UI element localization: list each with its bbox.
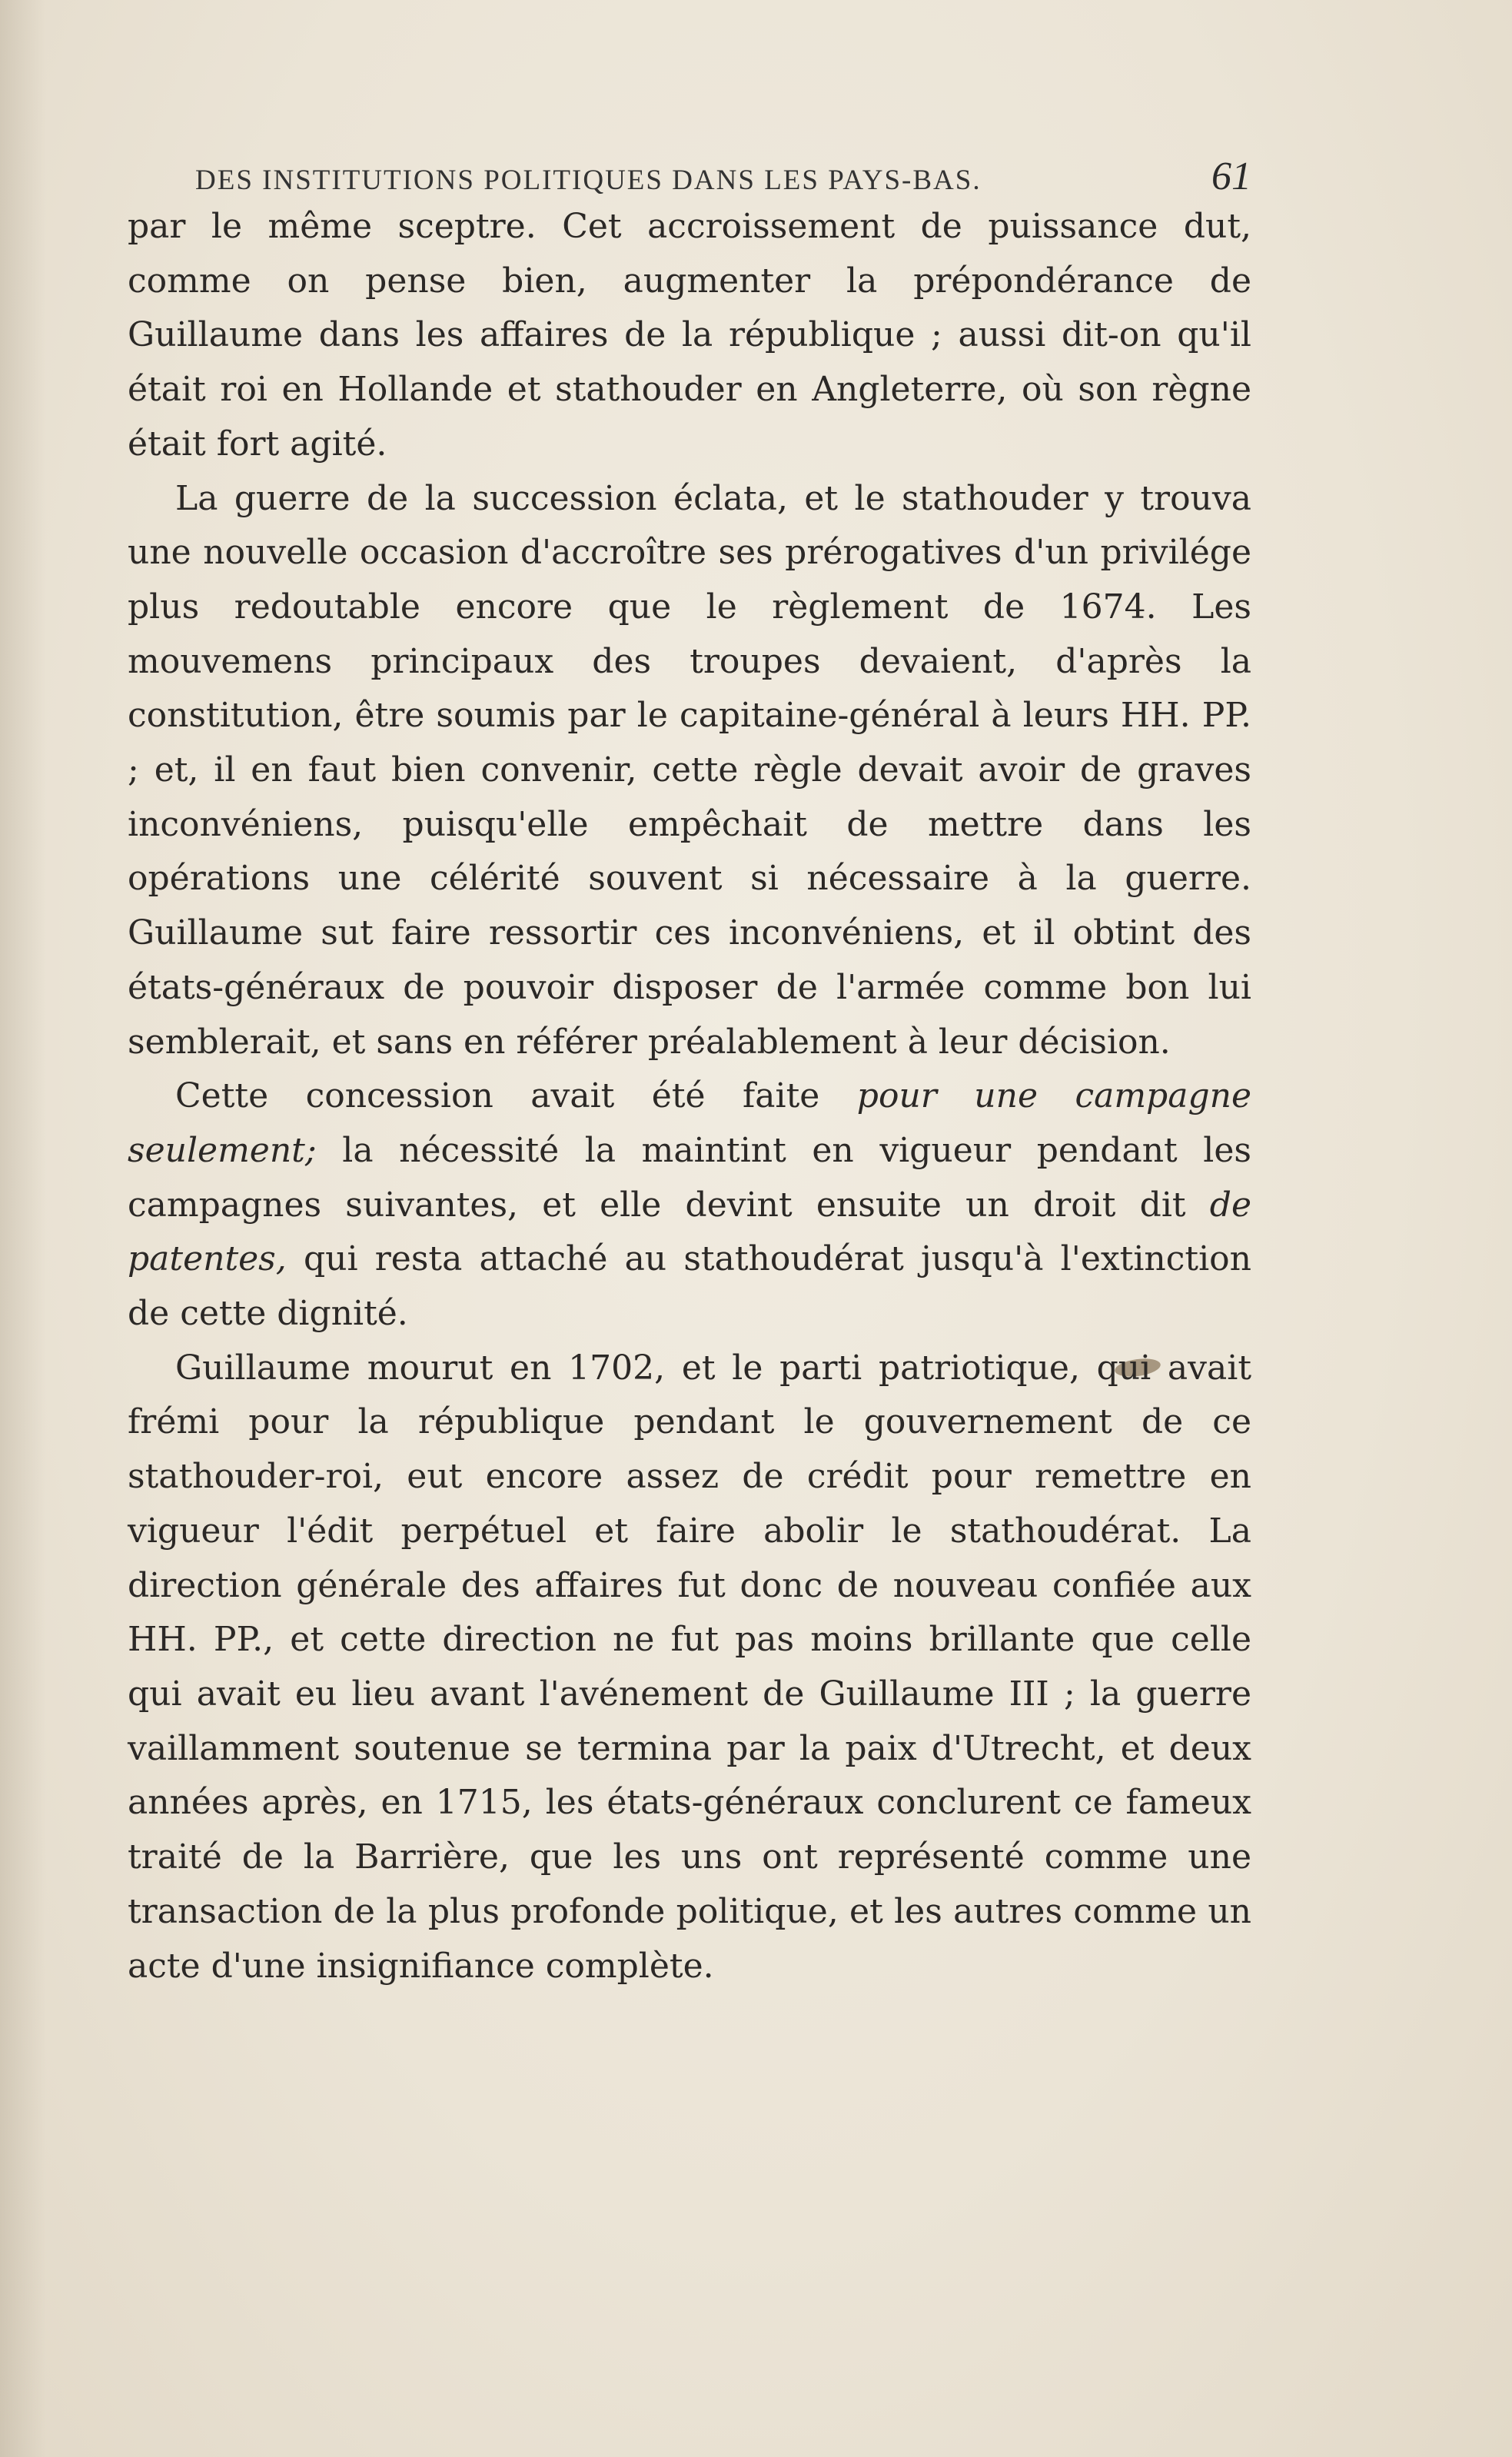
paragraph-3-text-c: qui resta attaché au stathoudérat jusqu'à l'extinction de cette dignité. bbox=[128, 1239, 1251, 1334]
paragraph-3-italic-2: de patentes, bbox=[128, 1185, 1251, 1279]
page-shadow bbox=[0, 0, 46, 2457]
paragraph-3-italic-1: pour une campagne seulement; bbox=[128, 1076, 1251, 1170]
page-number: 61 bbox=[1211, 155, 1251, 198]
running-title: DES INSTITUTIONS POLITIQUES DANS LES PAYS-BAS. bbox=[195, 165, 982, 196]
paragraph-4: Guillaume mourut en 1702, et le parti patriotique, qui avait frémi pour la république pendant le gouvernement de ce stathouder-roi, eut encore assez de crédit pour remettre en vigueur l'édit perpétuel et faire abolir le stathoudérat. La direction générale des affaires fut donc de nouveau confiée aux HH. PP., et cette direction ne fut pas moins brillante que celle qui avait eu lieu avant l'avénement de Guillaume III ; la guerre vaillamment soutenue se termina par la paix d'Utrecht, et deux années après, en 1715, les états-généraux conclurent ce fameux traité de la Barrière, que les uns ont représenté comme une transaction de la plus profonde politique, et les autres comme un acte d'une insignifiance complète. bbox=[128, 1348, 1251, 1986]
running-head bbox=[195, 154, 1251, 200]
paragraph-2: La guerre de la succession éclata, et le stathouder y trouva une nouvelle occasion d'accroître ses prérogatives d'un privilége plus redoutable encore que le règlement de 1674. Les mouvemens principaux des troupes devaient, d'après la constitution, être soumis par le capitaine-général à leurs HH. PP. ; et, il en faut bien convenir, cette règle devait avoir de graves inconvéniens, puisqu'elle empêchait de mettre dans les opérations une célérité souvent si nécessaire à la guerre. Guillaume sut faire ressortir ces inconvéniens, et il obtint des états-généraux de pouvoir disposer de l'armée comme bon lui semblerait, et sans en référer préalablement à leur décision. bbox=[128, 478, 1251, 1062]
paragraph-3-text-a: Cette concession avait été faite bbox=[175, 1076, 857, 1116]
paragraph-1: par le même sceptre. Cet accroissement de puissance dut, comme on pense bien, augmenter la prépondérance de Guillaume dans les affaires de la république ; aussi dit-on qu'il était roi en Hollande et stathouder en Angleterre, où son règne était fort agité. bbox=[128, 207, 1251, 464]
text-block bbox=[128, 154, 1251, 1993]
paragraph-3-text-b: la nécessité la maintint en vigueur pendant les campagnes suivantes, et elle devint ensuite un droit dit bbox=[128, 1130, 1251, 1225]
paragraph-3 bbox=[128, 1069, 1251, 1342]
